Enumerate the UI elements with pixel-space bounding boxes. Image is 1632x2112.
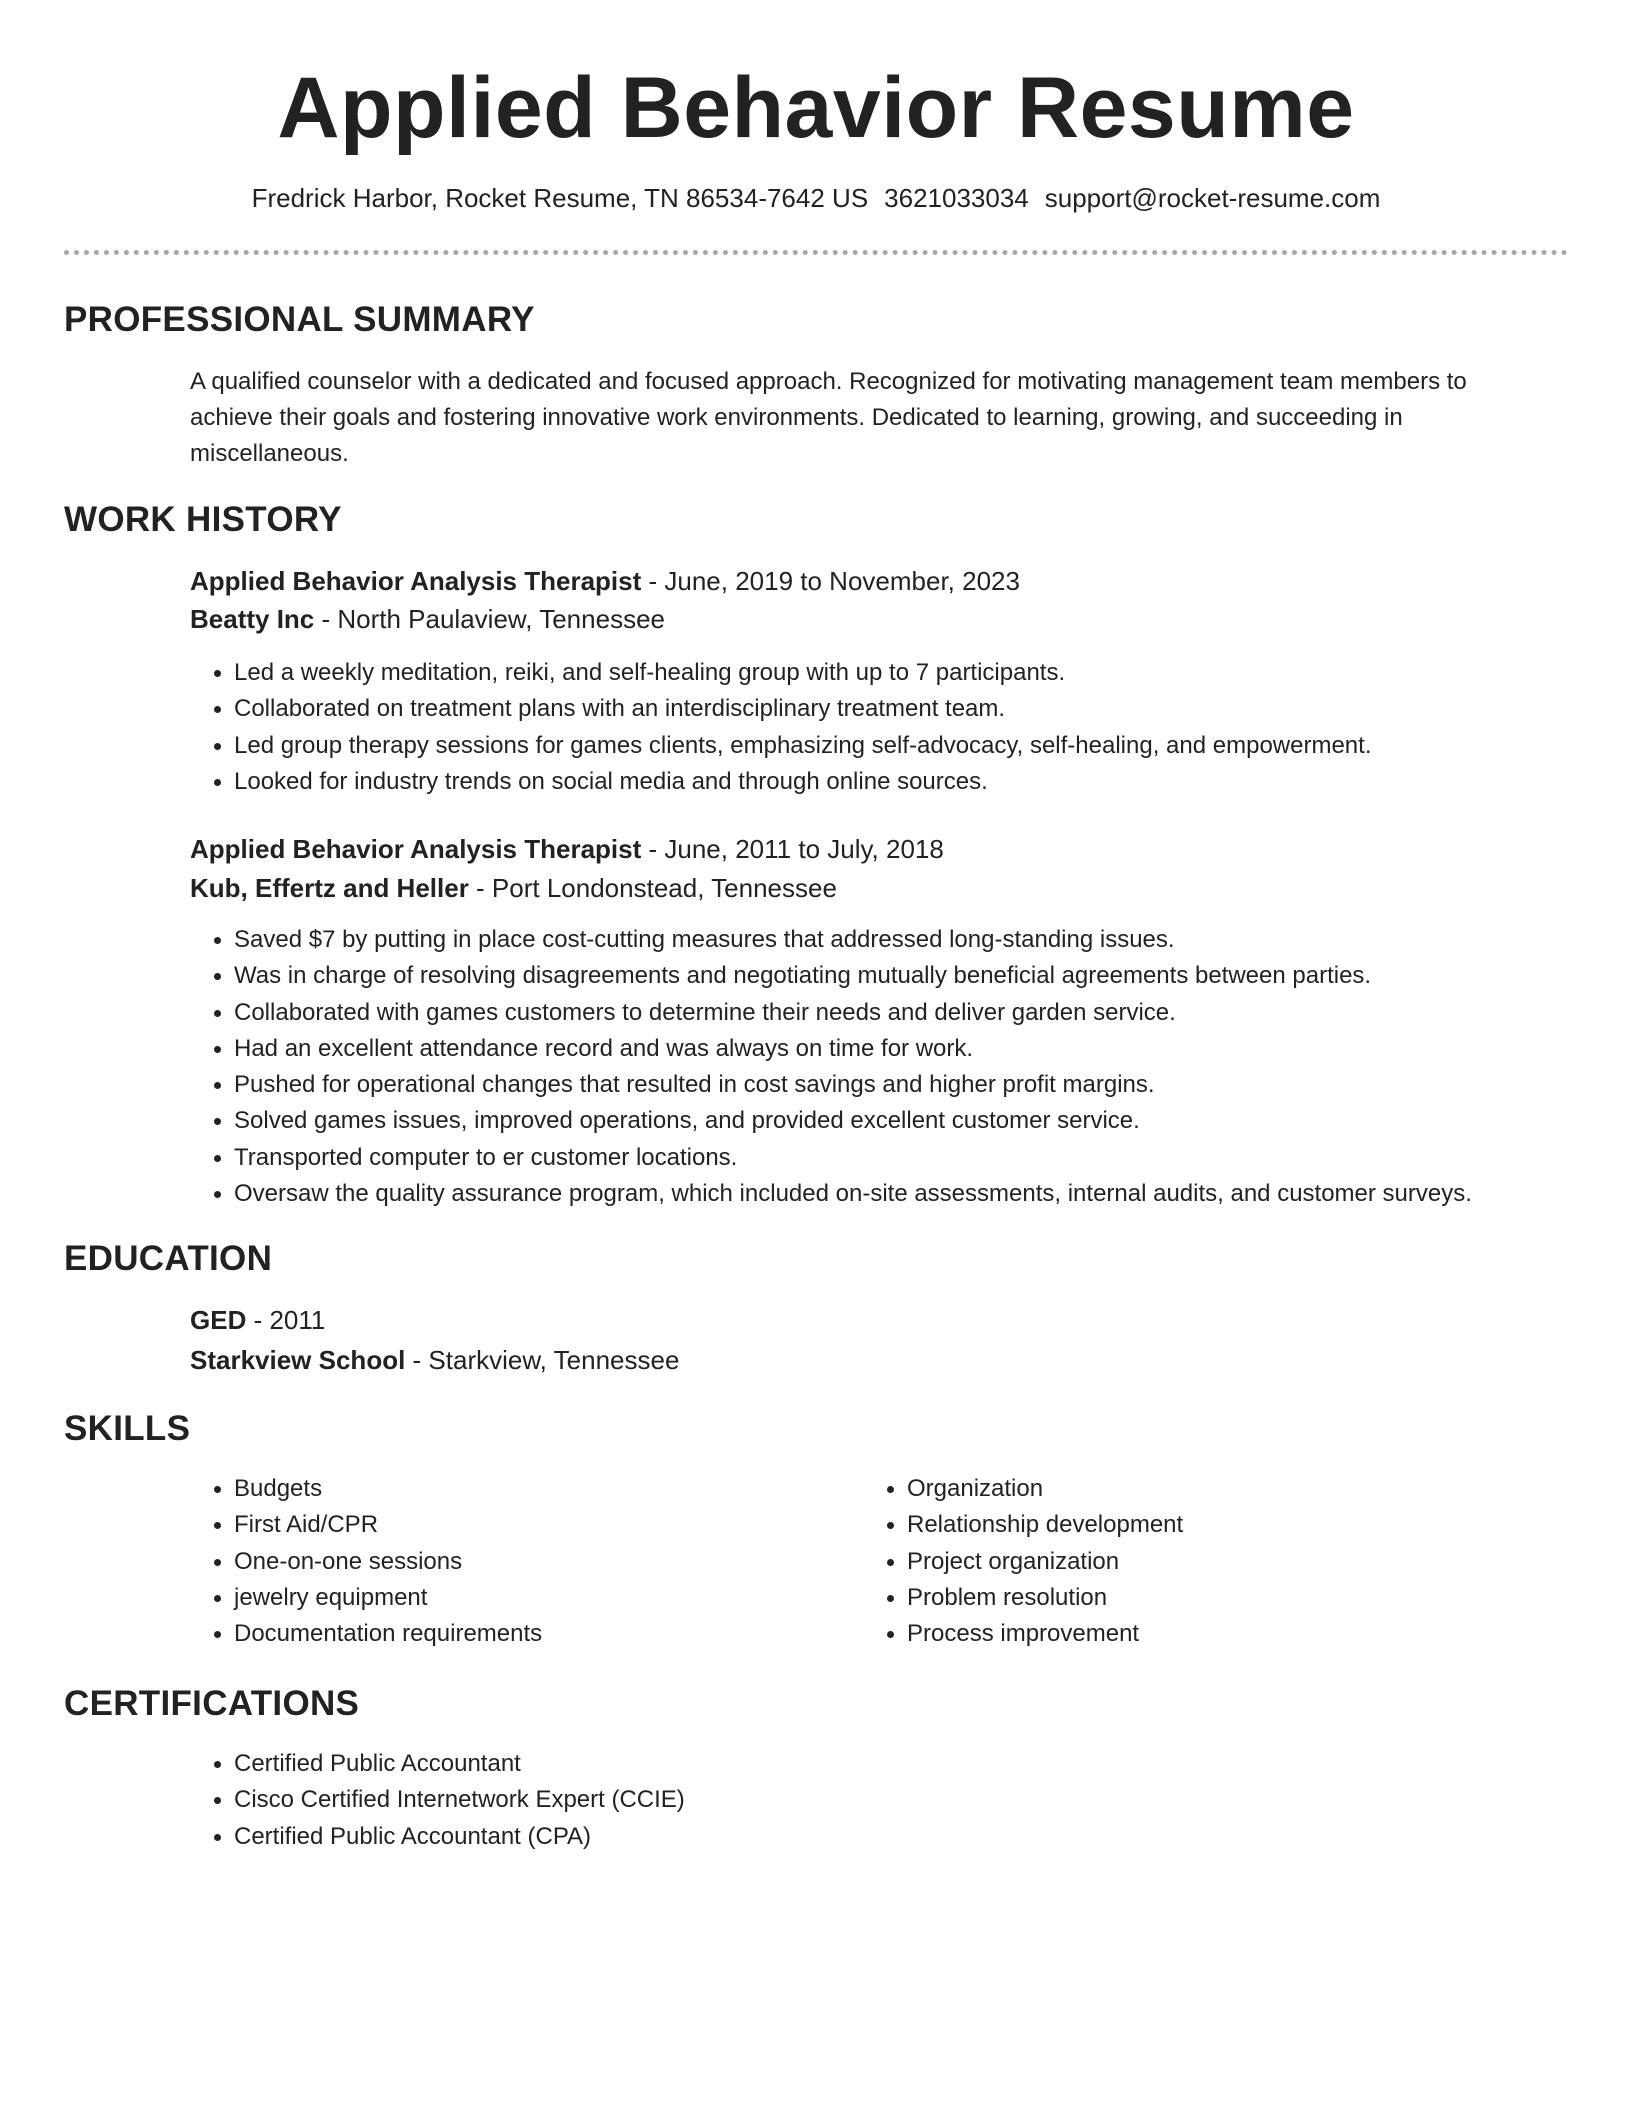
list-item: • One-on-one sessions <box>234 1544 542 1580</box>
list-item: • Had an excellent attendance record and was always on time for work. <box>234 1031 1472 1067</box>
education-year: - 2011 <box>246 1305 326 1335</box>
list-item: • Process improvement <box>907 1616 1183 1652</box>
job-1-company: Beatty Inc <box>190 604 315 634</box>
list-item: • Project organization <box>907 1544 1183 1580</box>
job-1-dates: - June, 2019 to November, 2023 <box>641 566 1020 596</box>
job-2-company-line <box>190 870 837 906</box>
list-item: • First Aid/CPR <box>234 1507 542 1543</box>
section-title-skills: SKILLS <box>64 1409 191 1448</box>
header-divider <box>64 250 1568 255</box>
list-item: • Looked for industry trends on social media and through online sources. <box>234 764 1371 800</box>
list-item: • Led a weekly meditation, reiki, and self-healing group with up to 7 participants. <box>234 655 1371 691</box>
skills-right-list <box>863 1471 1183 1652</box>
certifications-list <box>190 1746 685 1855</box>
job-2-bullets <box>190 922 1472 1212</box>
resume-title: Applied Behavior Resume <box>277 60 1355 156</box>
section-title-education: EDUCATION <box>64 1239 273 1278</box>
job-2-company: Kub, Effertz and Heller <box>190 873 469 903</box>
list-item: • jewelry equipment <box>234 1580 542 1616</box>
list-item: • Cisco Certified Internetwork Expert (CCIE) <box>234 1782 685 1818</box>
education-school-line <box>190 1342 679 1378</box>
section-title-work-history: WORK HISTORY <box>64 500 342 539</box>
summary-text: A qualified counselor with a dedicated and focused approach. Recognized for motivating management team members to achieve their goals and fostering innovative work environments. Dedicated to learning, growing, and succeeding in miscellaneous. <box>190 368 1467 467</box>
list-item: • Oversaw the quality assurance program, which included on-site assessments, internal audits, and customer surveys. <box>234 1176 1472 1212</box>
list-item: • Relationship development <box>907 1507 1183 1543</box>
education-degree: GED <box>190 1305 247 1335</box>
contact-line <box>0 180 1632 216</box>
section-title-certifications: CERTIFICATIONS <box>64 1684 360 1723</box>
list-item: • Budgets <box>234 1471 542 1507</box>
list-item: • Certified Public Accountant (CPA) <box>234 1819 685 1855</box>
job-2-location: - Port Londonstead, Tennessee <box>468 873 837 903</box>
education-location: - Starkview, Tennessee <box>405 1345 680 1375</box>
list-item: • Collaborated with games customers to determine their needs and deliver garden service. <box>234 995 1472 1031</box>
job-2-title-line <box>190 831 944 867</box>
job-1-company-line <box>190 601 665 637</box>
list-item: • Saved $7 by putting in place cost-cutting measures that addressed long-standing issues. <box>234 922 1472 958</box>
job-1-role: Applied Behavior Analysis Therapist <box>190 566 642 596</box>
list-item: • Transported computer to er customer locations. <box>234 1140 1472 1176</box>
list-item: • Certified Public Accountant <box>234 1746 685 1782</box>
job-2-dates: - June, 2011 to July, 2018 <box>641 834 944 864</box>
job-1-title-line <box>190 563 1020 599</box>
job-2-role: Applied Behavior Analysis Therapist <box>190 834 642 864</box>
list-item: • Collaborated on treatment plans with an interdisciplinary treatment team. <box>234 691 1371 727</box>
contact-phone: 3621033034 <box>884 183 1029 213</box>
job-1-location: - North Paulaview, Tennessee <box>314 604 665 634</box>
education-school: Starkview School <box>190 1345 406 1375</box>
job-1-bullets <box>190 655 1371 800</box>
skills-left-list <box>190 1471 542 1652</box>
list-item: • Problem resolution <box>907 1580 1183 1616</box>
contact-email[interactable]: support@rocket-resume.com <box>1044 183 1381 213</box>
section-title-summary: PROFESSIONAL SUMMARY <box>64 300 535 339</box>
list-item: • Organization <box>907 1471 1183 1507</box>
list-item: • Documentation requirements <box>234 1616 542 1652</box>
list-item: • Pushed for operational changes that resulted in cost savings and higher profit margins. <box>234 1067 1472 1103</box>
education-degree-line <box>190 1302 325 1338</box>
list-item: • Solved games issues, improved operations, and provided excellent customer service. <box>234 1103 1472 1139</box>
list-item: • Was in charge of resolving disagreements and negotiating mutually beneficial agreements between parties. <box>234 958 1472 994</box>
contact-address: Fredrick Harbor, Rocket Resume, TN 86534-7642 US <box>251 183 869 213</box>
list-item: • Led group therapy sessions for games clients, emphasizing self-advocacy, self-healing, and empowerment. <box>234 728 1371 764</box>
